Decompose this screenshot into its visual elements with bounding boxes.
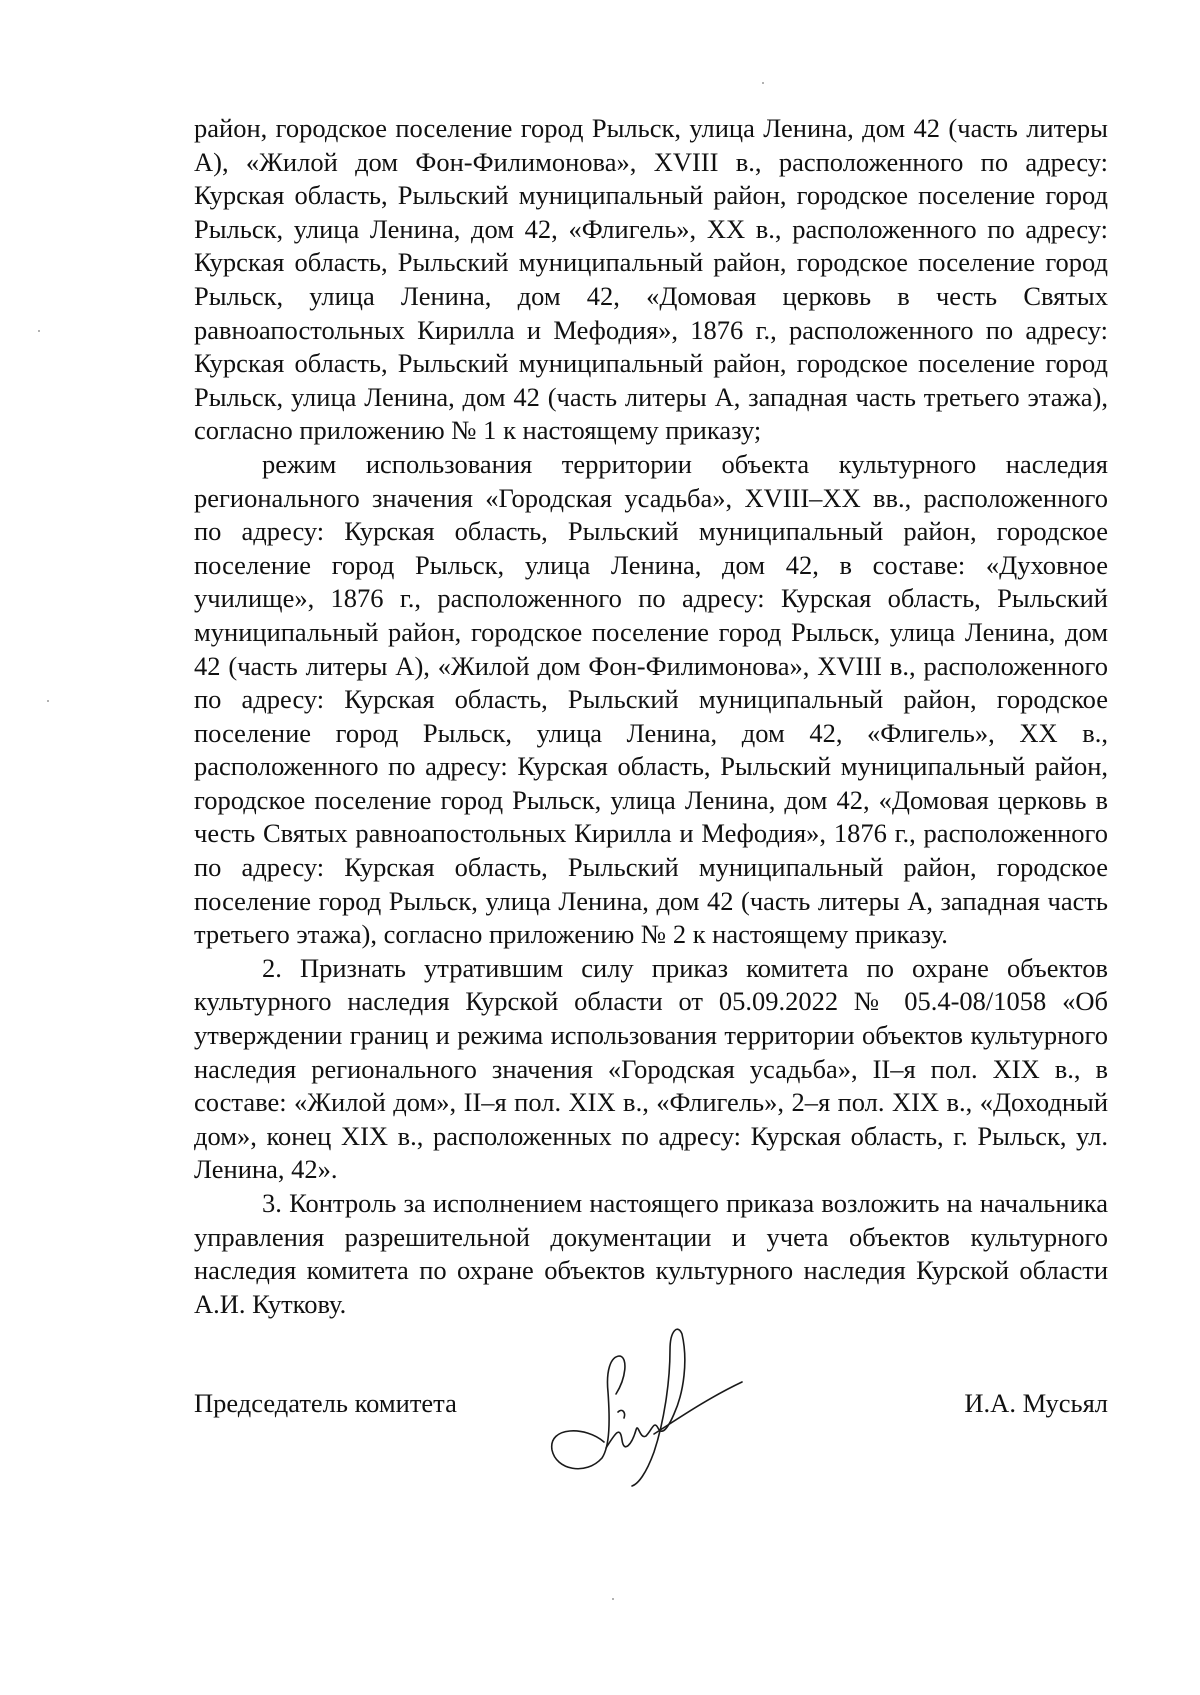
text-line: церковь в честь Святых равноапостольных Кирилла и Мефодия», 1876 г., <box>194 280 1108 345</box>
text-line: училище», 1876 г., расположенного по адресу: Курская область, Рыльский <box>194 583 1108 614</box>
text-line: муниципальный район, городское поселение город Рыльск, улица Ленина, <box>194 616 1056 647</box>
text-line: расположенного по адресу: Курская область, Рыльский муниципальный <box>194 314 1108 379</box>
text-line: 3. Контроль за исполнением настоящего приказа возложить на <box>262 1188 973 1218</box>
signatory-name: И.А. Мусьял <box>964 1388 1108 1418</box>
text-line: по адресу: Курская область, Рыльский муниципальный район, городское <box>194 516 1108 547</box>
paragraph-regime <box>194 448 1108 952</box>
text-line: дом 42, «Домовая церковь в честь Святых равноапостольных Кирилла и <box>194 784 1109 849</box>
text-line: 2. Признать утратившим силу приказ комитета по охране объектов <box>262 952 1108 983</box>
text-line: поселение город Рыльск, улица Ленина, дом 42, «Флигель», XX в., <box>194 180 1108 244</box>
text-line: Курская область, г. Рыльск, ул. Ленина, 42». <box>194 1120 1108 1185</box>
text-line: режим использования территории объекта культурного наследия <box>262 448 1108 479</box>
text-line: Курской области А.И. Куткову. <box>194 1255 1108 1319</box>
text-line: культурного наследия регионального значения «Городская усадьба», <box>194 1020 1108 1084</box>
document-body <box>194 112 1108 1321</box>
text-line: литеры А), «Жилой дом Фон-Филимонова», XVIII в., расположенного по <box>194 113 1108 177</box>
text-line: муниципальный район, городское поселение город Рыльск, улица Ленина, <box>194 751 1109 815</box>
text-line: адресу: Курская область, Рыльский муниципальный район, городское <box>194 146 1108 211</box>
text-line: район, городское поселение город Рыльск, улица Ленина, дом 42, «Флигель», <box>194 684 1109 748</box>
text-line: приложению № 2 к настоящему приказу. <box>488 919 948 950</box>
scan-speck <box>762 82 764 84</box>
text-line: 2–я пол. XIX в., «Доходный дом», конец XIX в., расположенных по адресу: <box>194 1087 1109 1151</box>
text-line: культурного наследия комитета по охране объектов культурного наследия <box>194 1221 1108 1286</box>
scan-speck <box>612 1598 614 1600</box>
scan-speck <box>38 330 40 332</box>
text-line: муниципальный район, городское поселение город Рыльск, улица Ленина, <box>194 852 1109 916</box>
text-line: XX в., расположенного по адресу: Курская область, Рыльский <box>194 717 1109 782</box>
text-line: поселение город Рыльск, улица Ленина, дом 42, в составе: «Духовное <box>194 549 1108 580</box>
text-line: расположенного по адресу: Курская область, Рыльский муниципальный <box>194 213 1108 278</box>
text-line: расположенного по адресу: Курская область, Рыльский муниципальный <box>194 650 1108 715</box>
scan-speck <box>47 700 49 702</box>
text-line: II–я пол. XIX в., в составе: «Жилой дом», II–я пол. XIX в., «Флигель», <box>194 1053 1109 1118</box>
paragraph-item-2 <box>194 952 1108 1187</box>
text-line: литеры А, западная часть третьего этажа), согласно приложению № 1 <box>194 381 1109 446</box>
text-line: начальника управления разрешительной документации и учета объектов <box>194 1188 1108 1252</box>
position-title: Председатель комитета <box>194 1388 457 1418</box>
text-line: район, городское поселение город Рыльск, улица Ленина, дом 42 (часть <box>194 348 1108 412</box>
paragraph-continuation <box>194 112 1108 448</box>
text-line: к настоящему приказу; <box>503 415 762 446</box>
text-line: Мефодия», 1876 г., расположенного по адресу: Курская область, Рыльский <box>194 818 1109 883</box>
text-line: дом 42 (часть литеры А), «Жилой дом Фон-Филимонова», XVIII в., <box>194 616 1108 681</box>
text-line: культурного наследия Курской области от 05.09.2022 № 05.4-08/1058 «Об <box>194 986 1108 1017</box>
text-line: дом 42 (часть литеры А, западная часть третьего этажа), согласно <box>194 885 1109 950</box>
text-line: регионального значения «Городская усадьба», XVIII–XX вв., расположенного <box>194 482 1108 513</box>
paragraph-item-3 <box>194 1187 1108 1321</box>
text-line: район, городское поселение город Рыльск, улица Ленина, дом 42, «Домовая <box>194 247 1108 311</box>
text-line: район, городское поселение город Рыльск, улица Ленина, дом 42 (часть <box>194 113 1018 143</box>
handwritten-signature <box>546 1322 746 1502</box>
text-line: утверждении границ и режима использования территории объектов <box>194 1020 964 1051</box>
